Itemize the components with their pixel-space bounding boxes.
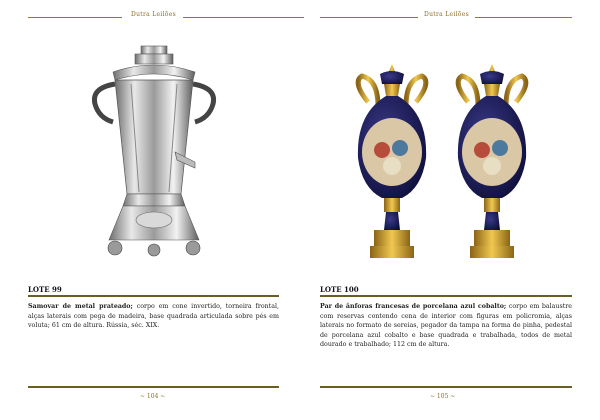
lot-description-body: corpo em cone invertido, torneira frontal, alças laterais com pega de madeira, base quadrada articulada sobre pés em voluta; 61 cm de altura. Rússia, séc. XIX.: [28, 303, 279, 330]
footer-rule: [320, 386, 572, 388]
amphora-right: [458, 64, 526, 258]
lot-rule: [320, 295, 572, 297]
lot-description: [28, 302, 279, 331]
header-title: Dutra Leilões: [424, 11, 469, 18]
left-page: [28, 0, 304, 420]
lot-label: LOTE 99: [28, 285, 62, 294]
right-page: [320, 0, 572, 420]
lot-description-body: corpo em balaustre com reservas contendo cena de interior com figuras em policromia, alças laterais no formato de sereias, pegador da tampa na forma de pinha, pedestal de porcelana azul cobalto e base quadrada e trabalhada, todos de metal dourado e trabalhado; 112 cm de altura.: [320, 303, 572, 349]
lot-rule: [28, 295, 279, 297]
lot-description-title: Samovar de metal prateado;: [28, 303, 133, 310]
header-rule-left: [28, 17, 122, 18]
header-title: Dutra Leilões: [131, 11, 176, 18]
lot-description: [320, 302, 572, 350]
footer-rule: [28, 386, 279, 388]
lot-description-title: Par de ânforas francesas de porcelana azul cobalto;: [320, 303, 507, 310]
samovar-photo: [83, 44, 225, 262]
lot-label: LOTE 100: [320, 285, 359, 294]
header-rule-right: [475, 17, 572, 18]
page-number: ~ 104 ~: [140, 393, 166, 400]
header-rule-right: [183, 17, 304, 18]
amphora-left: [358, 64, 426, 258]
page-number: ~ 105 ~: [430, 393, 456, 400]
left-header: [28, 11, 304, 25]
amphorae-photo: [348, 62, 548, 267]
right-header: [320, 11, 572, 25]
header-rule-left: [320, 17, 418, 18]
